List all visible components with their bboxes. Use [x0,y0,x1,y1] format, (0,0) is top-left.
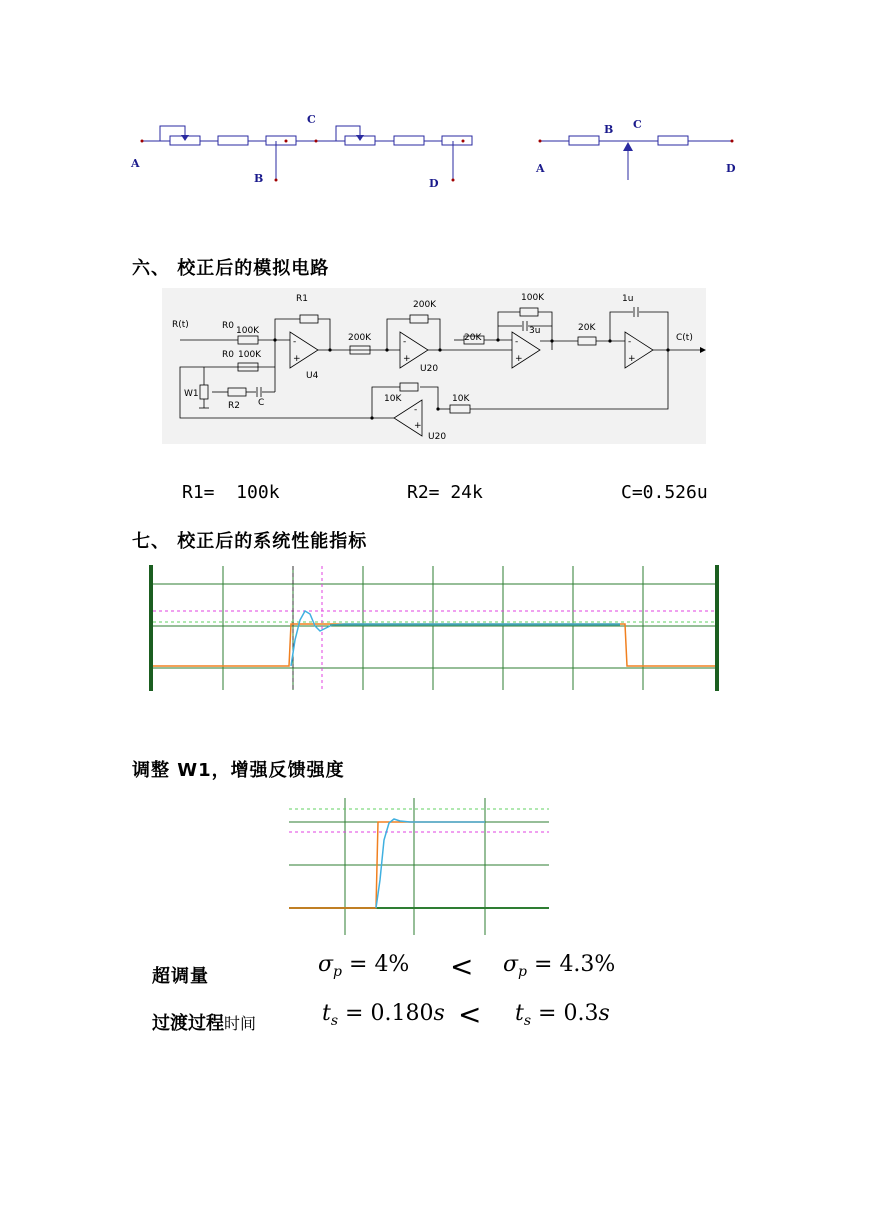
adjust-heading: 调整 W1，增强反馈强度 [132,760,345,781]
label-input: R(t) [172,320,189,330]
label-u20-b: U20 [428,432,447,442]
label-r0a: R0 [222,321,234,331]
equals-sign: = [349,952,368,977]
svg-text:+: + [293,354,301,364]
transition-time-label [152,1009,256,1035]
sigma-symbol-2: σ [503,952,519,977]
node-label-c: C [307,113,316,126]
label-200k-a: 200K [348,333,372,343]
svg-text:+: + [403,354,411,364]
overshoot-value: 4% [374,952,410,977]
value-r1: R1= 100k [182,482,280,503]
node-label-d-right: D [726,162,736,175]
svg-text:-: - [628,337,632,347]
label-10k-b: 10K [452,394,470,404]
node-label-b-right: B [604,123,614,136]
label-20k-a: 20K [464,333,482,343]
svg-text:+: + [628,354,636,364]
node-label-c-right: C [633,118,642,131]
equals-sign-2: = [534,952,553,977]
svg-text:+: + [414,421,422,431]
ts-unit: s [433,1001,445,1026]
sub-p: p [333,964,342,981]
ts-equation [322,1001,445,1030]
label-r1: R1 [296,294,308,304]
label-100k: 100K [521,293,545,303]
equals-sign-4: = [538,1001,557,1026]
sigma-symbol: σ [318,952,334,977]
overshoot-label: 超调量 [152,966,209,987]
ts-value: 0.180 [370,1001,434,1026]
section6-heading: 六、 校正后的模拟电路 [132,258,330,279]
transition-label-bold: 过渡过程 [152,1013,224,1034]
overshoot-limit-equation [503,952,615,981]
label-r0a-val: 100K [236,326,260,336]
svg-text:-: - [293,337,297,347]
sub-s: s [330,1013,339,1030]
label-u20-a: U20 [420,364,439,374]
label-c: C [258,398,265,408]
sub-s-2: s [523,1013,532,1030]
overshoot-limit: 4.3% [559,952,616,977]
label-u4: U4 [306,371,319,381]
transition-label-light: 时间 [224,1014,257,1033]
ts-limit-equation [515,1001,610,1030]
sub-p-2: p [518,964,527,981]
equals-sign-3: = [345,1001,364,1026]
node-label-d: D [429,177,439,190]
overshoot-equation [318,952,409,981]
less-than-sign-2: < [458,998,482,1031]
node-label-a-right: A [536,162,545,175]
node-label-a: A [131,157,140,170]
t-symbol-2: t [515,1001,524,1026]
ts-limit-unit: s [598,1001,610,1026]
section7-heading: 七、 校正后的系统性能指标 [132,531,368,552]
label-r0b: R0 [222,350,234,360]
less-than-sign: < [450,950,474,983]
value-r2: R2= 24k [407,482,483,503]
svg-text:-: - [414,405,418,415]
label-10k-a: 10K [384,394,402,404]
label-r2: R2 [228,401,240,411]
label-output: C(t) [676,333,693,343]
label-20k-b: 20K [578,323,596,333]
svg-text:+: + [515,354,523,364]
svg-text:-: - [515,337,519,347]
label-w1: W1 [184,389,199,399]
t-symbol: t [322,1001,331,1026]
label-3u: 3u [529,326,541,336]
label-r0b-val: 100K [238,350,262,360]
node-label-b: B [254,172,264,185]
value-c: C=0.526u [621,482,708,503]
ts-limit: 0.3 [563,1001,599,1026]
label-1u: 1u [622,294,634,304]
svg-text:-: - [403,337,407,347]
label-200k-b: 200K [413,300,437,310]
